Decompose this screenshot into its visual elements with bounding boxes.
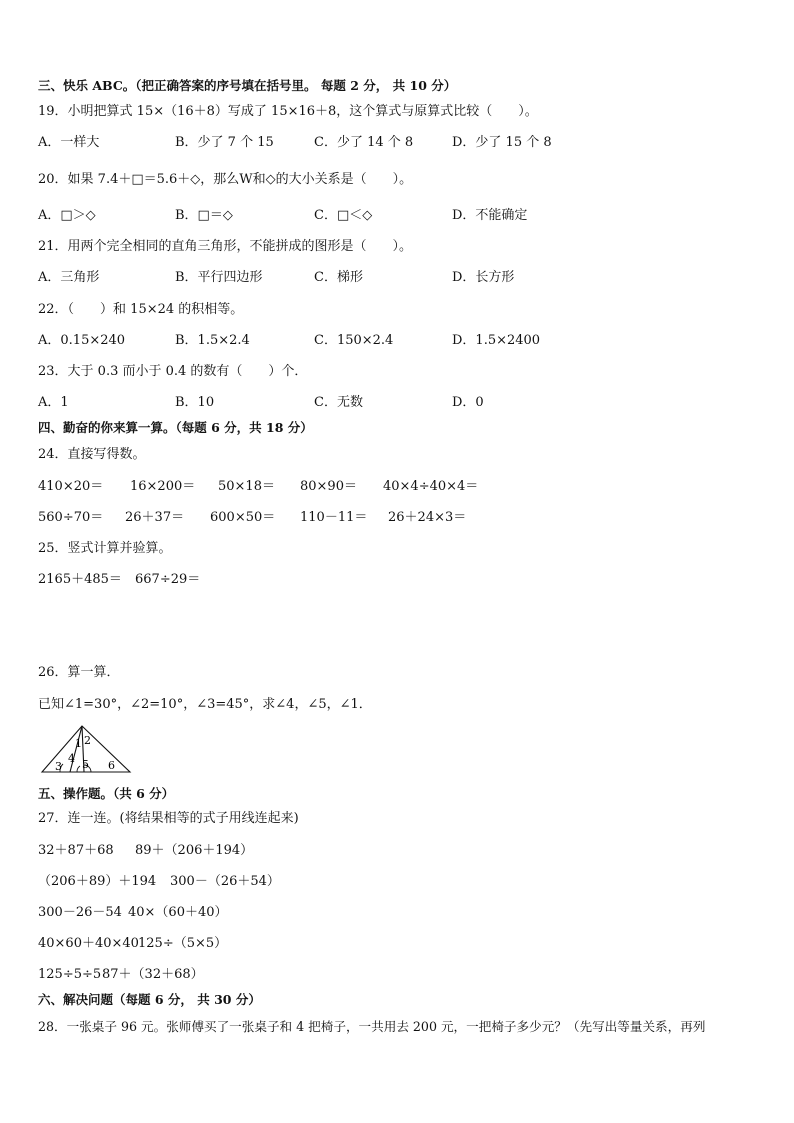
q21-option-a: A．三角形 — [38, 270, 100, 285]
section-5-title: 五、操作题。（共 6 分） — [38, 786, 175, 801]
q21-option-b: B．平行四边形 — [175, 270, 263, 285]
q20-option-a: A．□＞◇ — [38, 208, 96, 223]
q24-expr: 16×200＝ — [130, 479, 196, 494]
q23-option-a: A．1 — [38, 395, 69, 410]
question-20: 20．如果 7.4＋□＝5.6＋◇，那么W和◇的大小关系是（ ）。 — [38, 172, 413, 187]
q20-option-b: B．□＝◇ — [175, 208, 233, 223]
angle-label: 1 — [75, 737, 82, 750]
q24-expr: 40×4÷40×4＝ — [383, 479, 479, 494]
question-27: 27．连一连。(将结果相等的式子用线连起来) — [38, 811, 299, 826]
q27-right-expr: 40×（60＋40） — [128, 905, 228, 920]
question-22: 22．（ ）和 15×24 的积相等。 — [38, 302, 244, 317]
q20-option-d: D．不能确定 — [452, 208, 528, 223]
section-4-title: 四、勤奋的你来算一算。（每题 6 分，共 18 分） — [38, 420, 313, 435]
q27-right-expr: 87＋（32＋68） — [102, 967, 204, 982]
q21-option-d: D．长方形 — [452, 270, 515, 285]
q27-left-expr: （206＋89）＋194 — [38, 874, 157, 889]
question-25: 25．竖式计算并验算。 — [38, 541, 172, 556]
q19-option-b: B．少了 7 个 15 — [175, 135, 274, 150]
q23-option-d: D．0 — [452, 395, 484, 410]
q24-expr: 410×20＝ — [38, 479, 104, 494]
angle-label: 2 — [84, 734, 91, 747]
q23-option-b: B．10 — [175, 395, 215, 410]
q27-right-expr: 300－（26＋54） — [170, 874, 280, 889]
question-21: 21．用两个完全相同的直角三角形，不能拼成的图形是（ ）。 — [38, 239, 413, 254]
angle-arc — [77, 766, 80, 772]
q21-option-c: C．梯形 — [314, 270, 363, 285]
angle-label: 6 — [108, 759, 115, 772]
question-19: 19．小明把算式 15×（16＋8）写成了 15×16＋8，这个算式与原算式比较（ ）。 — [38, 104, 538, 119]
q22-option-d: D．1.5×2400 — [452, 333, 541, 348]
q27-left-expr: 32＋87＋68 — [38, 843, 114, 858]
question-28: 28．一张桌子 96 元。张师傅买了一张桌子和 4 把椅子，一共用去 200 元，一把椅子多少元？（先写出等量关系，再列 — [38, 1019, 706, 1034]
angle-label: 3 — [55, 760, 62, 773]
angle-label: 5 — [82, 758, 89, 771]
q23-option-c: C．无数 — [314, 395, 363, 410]
section-6-title: 六、解决问题（每题 6 分， 共 30 分） — [38, 992, 261, 1007]
q24-expr: 26＋37＝ — [125, 510, 185, 525]
q22-option-c: C．150×2.4 — [314, 333, 394, 348]
q19-option-a: A．一样大 — [38, 135, 100, 150]
q25-expr: 2165＋485＝ — [38, 572, 122, 587]
q24-expr: 80×90＝ — [300, 479, 357, 494]
question-23: 23．大于 0.3 而小于 0.4 的数有（ ）个． — [38, 364, 308, 379]
q26-given: 已知∠1=30°，∠2=10°，∠3=45°，求∠4，∠5，∠1． — [38, 697, 372, 712]
q24-expr: 110－11＝ — [300, 510, 368, 525]
question-24: 24．直接写得数。 — [38, 447, 146, 462]
q19-option-d: D．少了 15 个 8 — [452, 135, 552, 150]
q22-option-b: B．1.5×2.4 — [175, 333, 250, 348]
q27-left-expr: 125÷5÷5 — [38, 967, 102, 982]
q27-left-expr: 40×60＋40×40 — [38, 936, 139, 951]
q19-option-c: C．少了 14 个 8 — [314, 135, 414, 150]
q25-expr: 667÷29＝ — [135, 572, 201, 587]
q24-expr: 50×18＝ — [218, 479, 275, 494]
q24-expr: 26＋24×3＝ — [388, 510, 467, 525]
angle-label: 4 — [68, 752, 75, 765]
triangle-figure — [40, 722, 136, 778]
question-26: 26．算一算． — [38, 665, 120, 680]
q22-option-a: A．0.15×240 — [38, 333, 126, 348]
q27-right-expr: 89＋（206＋194） — [135, 843, 254, 858]
q27-left-expr: 300－26－54 — [38, 905, 122, 920]
q24-expr: 600×50＝ — [210, 510, 276, 525]
section-3-title: 三、快乐 ABC。（把正确答案的序号填在括号里。 每题 2 分， 共 10 分） — [38, 78, 457, 93]
q27-right-expr: 125÷（5×5） — [138, 936, 228, 951]
q24-expr: 560÷70＝ — [38, 510, 104, 525]
q20-option-c: C．□＜◇ — [314, 208, 373, 223]
